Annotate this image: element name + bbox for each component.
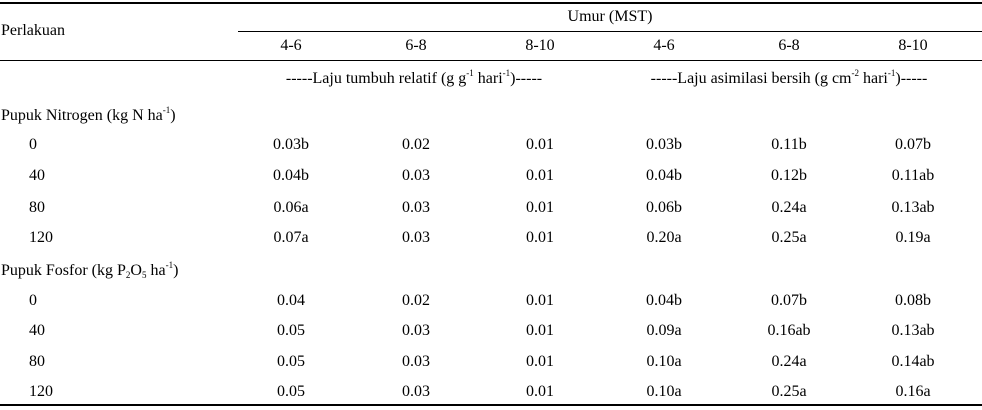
table-cell: 0.25a [771, 383, 807, 400]
table-cell: 0.06b [646, 199, 682, 216]
stub-header: Perlakuan [1, 22, 65, 39]
table-cell: 0.04b [273, 167, 309, 184]
period-header: 6-8 [405, 37, 427, 54]
table-cell: 0.20a [646, 229, 682, 246]
level-label: 80 [29, 199, 45, 216]
table-row [0, 384, 982, 410]
table-cell: 0.06a [273, 199, 309, 216]
table-cell: 0.03 [402, 229, 430, 246]
table-cell: 0.12b [771, 167, 807, 184]
table-cell: 0.05 [277, 322, 305, 339]
table-cell: 0.16a [895, 383, 931, 400]
level-label: 120 [29, 229, 53, 246]
table-cell: 0.03 [402, 322, 430, 339]
table-cell: 0.11b [771, 136, 807, 153]
table-cell: 0.02 [402, 292, 430, 309]
table-cell: 0.03b [273, 136, 309, 153]
unit-header-rgr: -----Laju tumbuh relatif (g $g^{-1}$ hari$^{-1}$)----- [285, 68, 543, 87]
level-label: 40 [29, 322, 45, 339]
table-cell: 0.05 [277, 353, 305, 370]
table-cell: 0.07b [771, 292, 807, 309]
table-row [0, 293, 982, 319]
period-header: 4-6 [653, 37, 675, 54]
table-cell: 0.07b [895, 136, 931, 153]
table-cell: 0.19a [895, 229, 931, 246]
table-cell: 0.01 [526, 322, 554, 339]
table-cell: 0.01 [526, 229, 554, 246]
table-cell: 0.13ab [891, 322, 935, 339]
table-cell: 0.02 [402, 136, 430, 153]
table-cell: 0.11ab [891, 167, 935, 184]
table-row [0, 323, 982, 349]
table-cell: 0.01 [526, 292, 554, 309]
table-cell: 0.09a [646, 322, 682, 339]
level-label: 40 [29, 167, 45, 184]
period-header: 6-8 [778, 37, 800, 54]
table-row [0, 200, 982, 226]
table-row [0, 354, 982, 380]
table-cell: 0.10a [646, 353, 682, 370]
group-label-nitrogen: Pupuk Nitrogen (kg N $ha^{-1}$) [1, 105, 176, 124]
period-header: 8-10 [898, 37, 928, 54]
table-cell: 0.25a [771, 229, 807, 246]
table-cell: 0.01 [526, 136, 554, 153]
table-cell: 0.03b [646, 136, 682, 153]
table-cell: 0.03 [402, 167, 430, 184]
table-cell: 0.01 [526, 167, 554, 184]
table-cell: 0.14ab [891, 353, 935, 370]
unit-header-nar: -----Laju asimilasi bersih (g $cm^{-2}$ hari$^{-1}$)----- [650, 68, 928, 87]
table-cell: 0.01 [526, 353, 554, 370]
spanner-header: Umur (MST) [567, 8, 653, 25]
table-cell: 0.03 [402, 199, 430, 216]
group-label-phosphorus: Pupuk Fosfor (kg $P_2O_5$ $ha^{-1}$) [1, 260, 179, 280]
table-cell: 0.01 [526, 199, 554, 216]
table-cell: 0.16ab [767, 322, 811, 339]
table-cell: 0.03 [402, 353, 430, 370]
table-cell: 0.24a [771, 353, 807, 370]
table-cell: 0.13ab [891, 199, 935, 216]
level-label: 120 [29, 383, 53, 400]
table-row [0, 230, 982, 256]
table-cell: 0.04b [646, 292, 682, 309]
spanner-rule [238, 31, 982, 32]
table-cell: 0.24a [771, 199, 807, 216]
table-row [0, 137, 982, 163]
table-row [0, 168, 982, 194]
period-header: 4-6 [280, 37, 302, 54]
table-cell: 0.05 [277, 383, 305, 400]
table-cell: 0.10a [646, 383, 682, 400]
table-cell: 0.08b [895, 292, 931, 309]
table-cell: 0.03 [402, 383, 430, 400]
table-cell: 0.07a [273, 229, 309, 246]
level-label: 0 [29, 292, 37, 309]
period-header: 8-10 [525, 37, 555, 54]
table-cell: 0.01 [526, 383, 554, 400]
table-cell: 0.04b [646, 167, 682, 184]
top-rule [0, 2, 982, 4]
level-label: 0 [29, 136, 37, 153]
header-rule [0, 60, 982, 61]
table-cell: 0.04 [277, 292, 305, 309]
level-label: 80 [29, 353, 45, 370]
